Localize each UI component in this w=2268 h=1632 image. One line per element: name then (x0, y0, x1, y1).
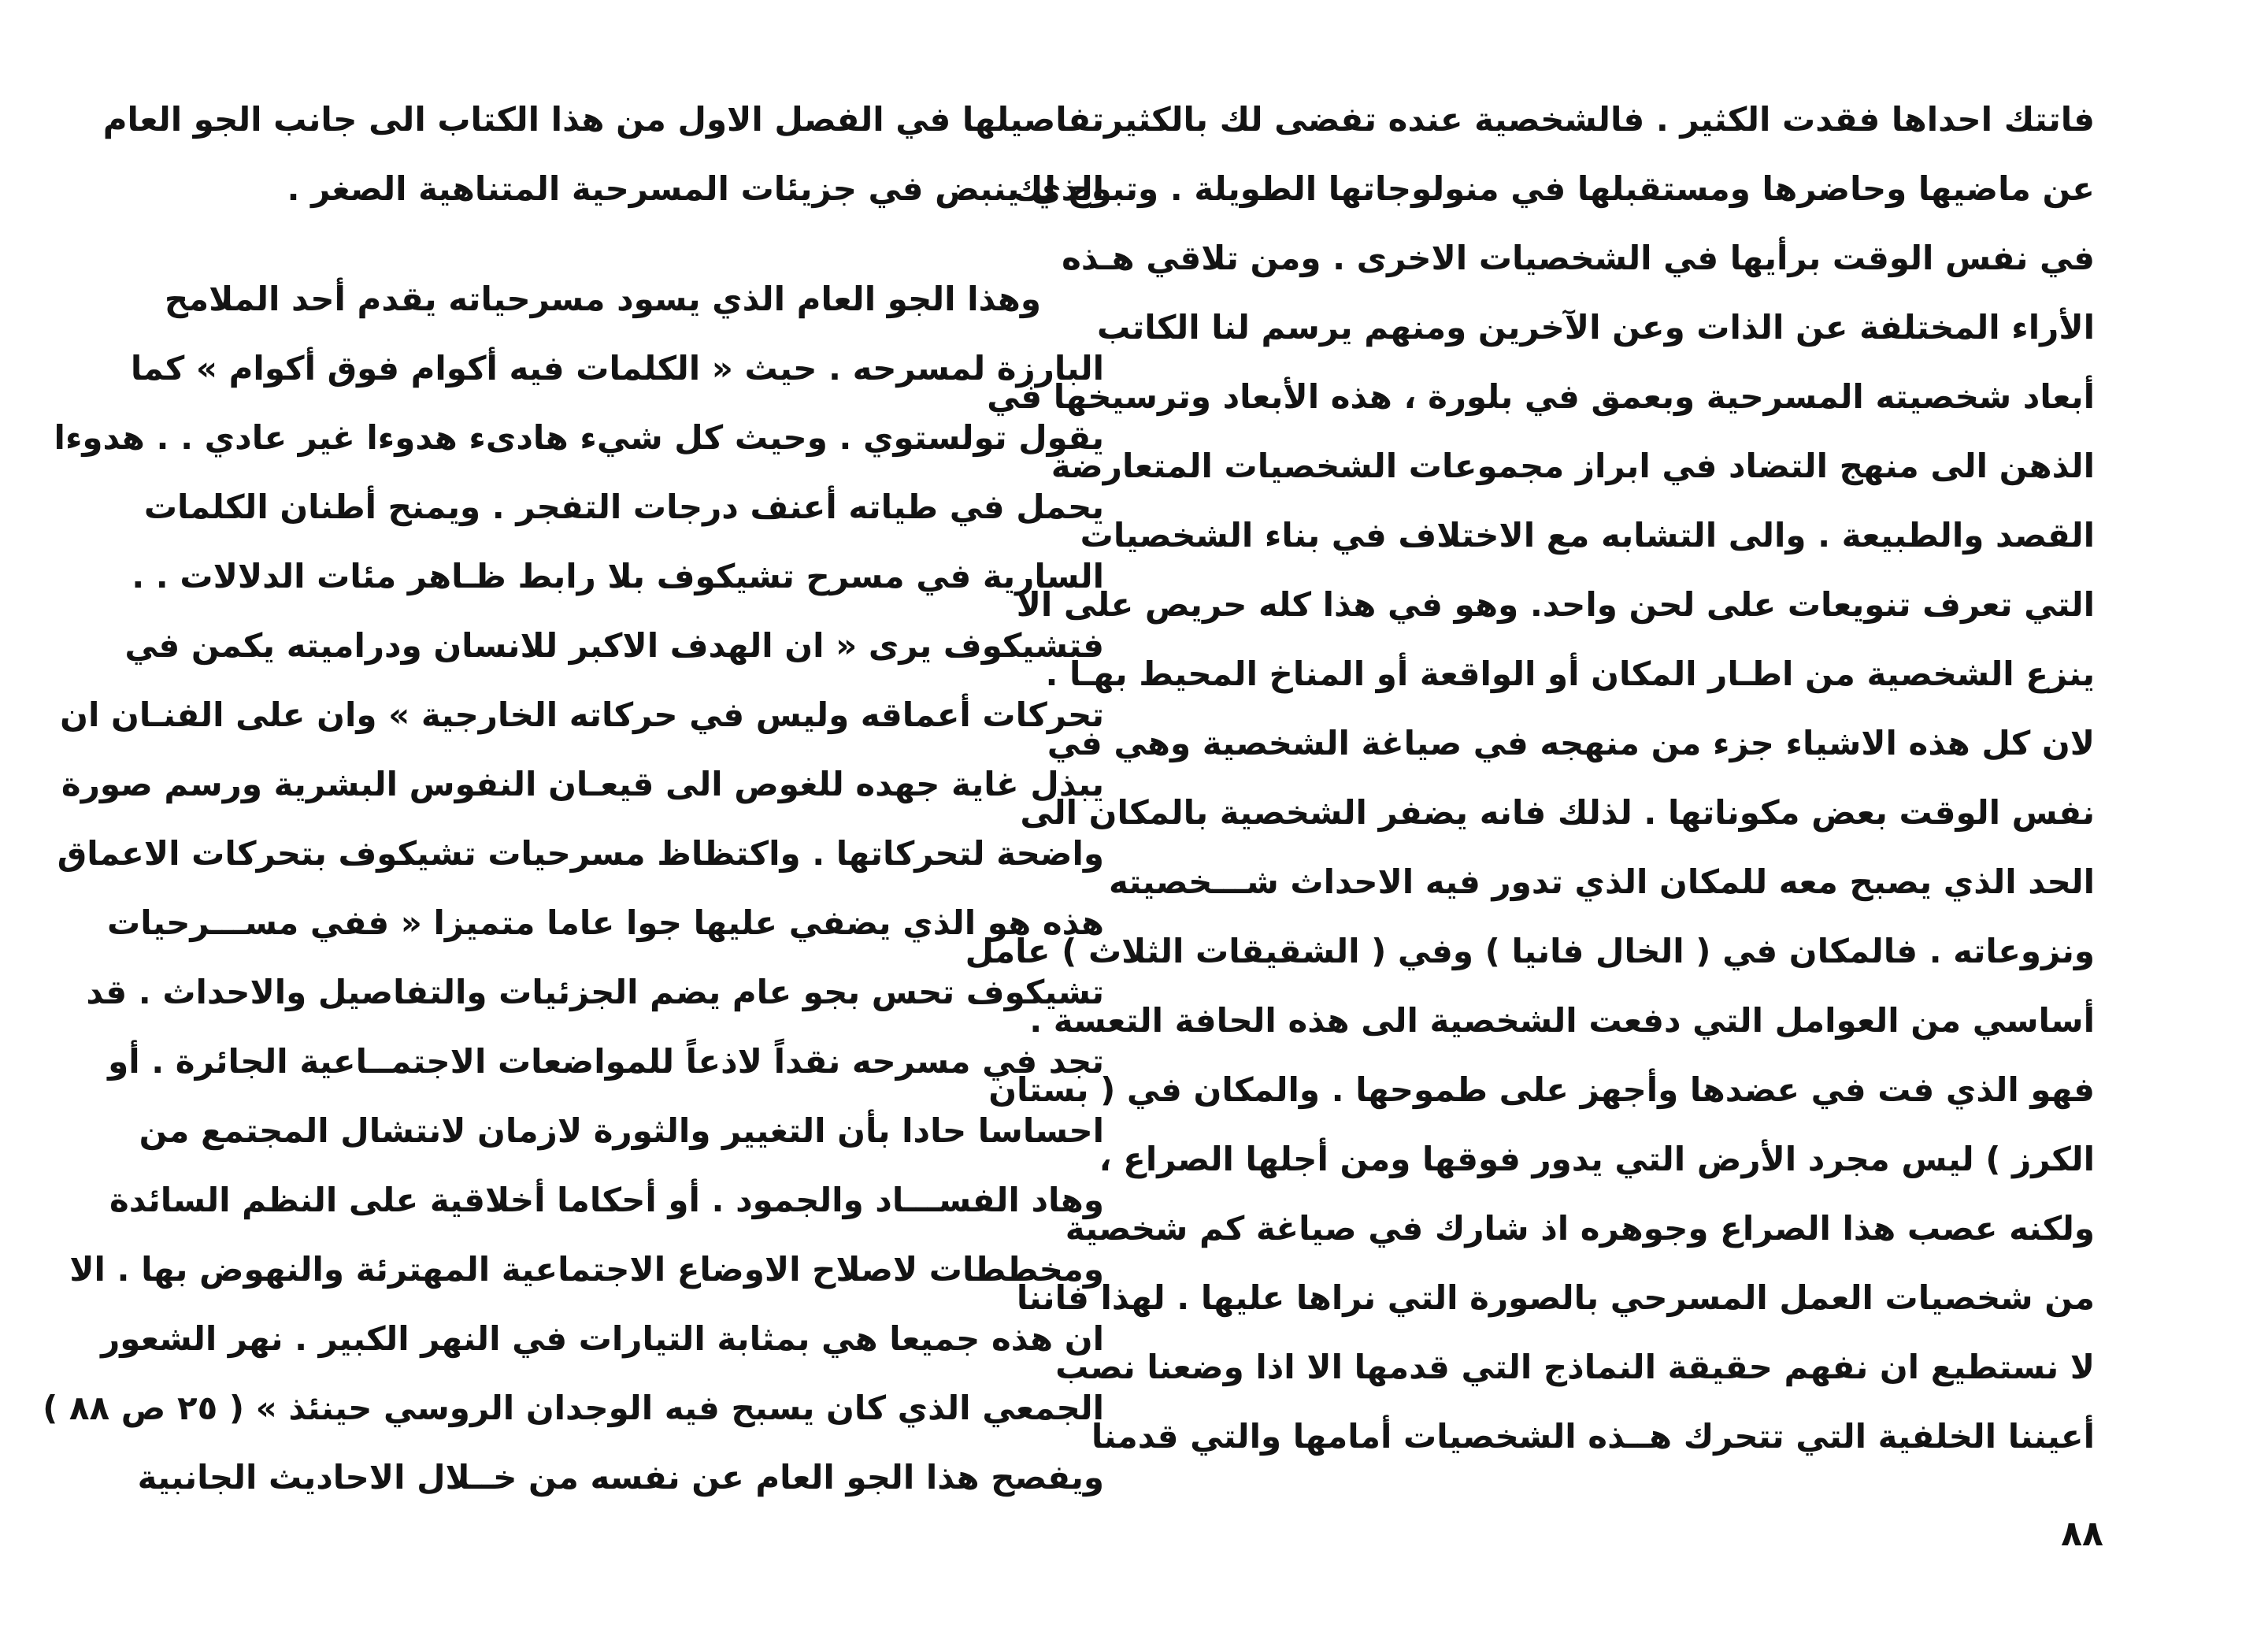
text-line: يحمل في طياته أعنف درجات التفجر . ويمنح أطنان الكلمات (143, 488, 1104, 526)
text-line: الذي ينبض في جزيئات المسرحية المتناهية الصغر . (287, 169, 1104, 208)
text-line: تحركات أعماقه وليس في حركاته الخارجية » وان على الفنـان ان (60, 695, 1104, 734)
text-line: أساسي من العوامل التي دفعت الشخصية الى هذه الحافة التعسة . (1029, 1001, 2095, 1040)
text-line: تجد في مسرحه نقداً لاذعاً للمواضعات الاجتمــاعية الجائرة . أو (108, 1042, 1104, 1081)
text-line: فاتتك احداها فقدت الكثير . فالشخصية عنده تفضى لك بالكثير (1103, 100, 2095, 139)
text-line: واضحة لتحركاتها . واكتظاظ مسرحيات تشيكوف بتحركات الاعماق (57, 834, 1104, 873)
paragraph-gap (183, 224, 1104, 265)
left-page-column (43, 85, 1104, 1512)
text-line: يبذل غاية جهده للغوص الى قيعـان النفوس البشرية ورسم صورة (61, 765, 1104, 803)
text-line: الذهن الى منهج التضاد في ابراز مجموعات الشخصيات المتعارضة (1051, 447, 2095, 485)
text-line: تفاصيلها في الفصل الاول من هذا الكتاب الى جانب الجو العام (102, 100, 1104, 139)
text-line: لا نستطيع ان نفهم حقيقة النماذج التي قدمها الا اذا وضعنا نصب (1055, 1348, 2095, 1386)
text-line: تشيكوف تحس بجو عام يضم الجزئيات والتفاصيل والاحداث . قد (86, 973, 1104, 1011)
text-line: الجمعي الذي كان يسبح فيه الوجدان الروسي حينئذ » ( ٢٥ ص ٨٨ ) (43, 1389, 1104, 1427)
text-line: يقول تولستوي . وحيث كل شيء هادىء هدوءا غير عادي . . هدوءا (54, 418, 1104, 457)
text-line: أعيننا الخلفية التي تتحرك هــذه الشخصيات أمامها والتي قدمنا (1091, 1417, 2095, 1456)
right-page-paragraph (965, 85, 2095, 1471)
text-line: ولكنه عصب هذا الصراع وجوهره اذ شارك في صياغة كم شخصية (1065, 1209, 2095, 1248)
text-line: وهاد الفســـاد والجمود . أو أحكاما أخلاقية على النظم السائدة (109, 1181, 1104, 1219)
text-line: الأراء المختلفة عن الذات وعن الآخرين ومنهم يرسم لنا الكاتب (1097, 308, 2095, 347)
text-line: ومخططات لاصلاح الاوضاع الاجتماعية المهترئة والنهوض بها . الا (69, 1250, 1104, 1289)
text-line: التي تعرف تنويعات على لحن واحد. وهو في هذا كله حريص على الا (1016, 585, 2095, 624)
text-line: البارزة لمسرحه . حيث « الكلمات فيه أكوام فوق أكوام » كما (130, 349, 1104, 388)
text-line: ان هذه جميعا هي بمثابة التيارات في النهر الكبير . نهر الشعور (101, 1319, 1104, 1358)
text-line: في نفس الوقت برأيها في الشخصيات الاخرى . ومن تلاقي هـذه (1062, 239, 2095, 277)
text-line: هذه هو الذي يضفي عليها جوا عاما متميزا « ففي مســـرحيات (106, 903, 1104, 942)
text-line: من شخصيات العمل المسرحي بالصورة التي نراها عليها . لهذا فاننا (1016, 1278, 2095, 1317)
text-line: عن ماضيها وحاضرها ومستقبلها في منولوجاتها الطويلة . وتبوح لك (1013, 169, 2095, 208)
text-line: ويفصح هذا الجو العام عن نفسه من خــلال الاحاديث الجانبية (137, 1458, 1104, 1497)
text-line: السارية في مسرح تشيكوف بلا رابط ظـاهر مئات الدلالات . . (132, 557, 1104, 595)
text-line: الكرز ) ليس مجرد الأرض التي يدور فوقها ومن أجلها الصراع ، (1099, 1140, 2095, 1178)
text-line: أبعاد شخصيته المسرحية وبعمق في بلورة ، هذه الأبعاد وترسيخها في (987, 377, 2095, 416)
text-line: نفس الوقت بعض مكوناتها . لذلك فانه يضفر الشخصية بالمكان الى (1020, 793, 2095, 832)
text-line: احساسا حادا بأن التغيير والثورة لازمان لانتشال المجتمع من (139, 1111, 1104, 1150)
left-page-paragraph-2 (43, 265, 1104, 1512)
page-number: ٨٨ (2061, 1514, 2103, 1554)
text-line: فهو الذي فت في عضدها وأجهز على طموحها . والمكان في ( بستان (988, 1070, 2095, 1109)
text-line: القصد والطبيعة . والى التشابه مع الاختلاف في بناء الشخصيات (1080, 516, 2095, 555)
text-line: ينزع الشخصية من اطـار المكان أو الواقعة أو المناخ المحيط بهـا . (1045, 655, 2095, 693)
text-line: فتشيكوف يرى « ان الهدف الاكبر للانسان ودراميته يكمن في (124, 626, 1104, 665)
text-line: وهذا الجو العام الذي يسود مسرحياته يقدم أحد الملامح (164, 280, 1041, 318)
text-line: الحد الذي يصبح معه للمكان الذي تدور فيه الاحداث شـــخصيته (1108, 862, 2095, 901)
left-page-paragraph-1 (102, 85, 1104, 224)
text-line: لان كل هذه الاشياء جزء من منهجه في صياغة الشخصية وهي في (1047, 724, 2095, 762)
text-line: ونزوعاته . فالمكان في ( الخال فانيا ) وفي ( الشقيقات الثلاث ) عامل (965, 932, 2095, 970)
right-page-column (965, 85, 2095, 1471)
